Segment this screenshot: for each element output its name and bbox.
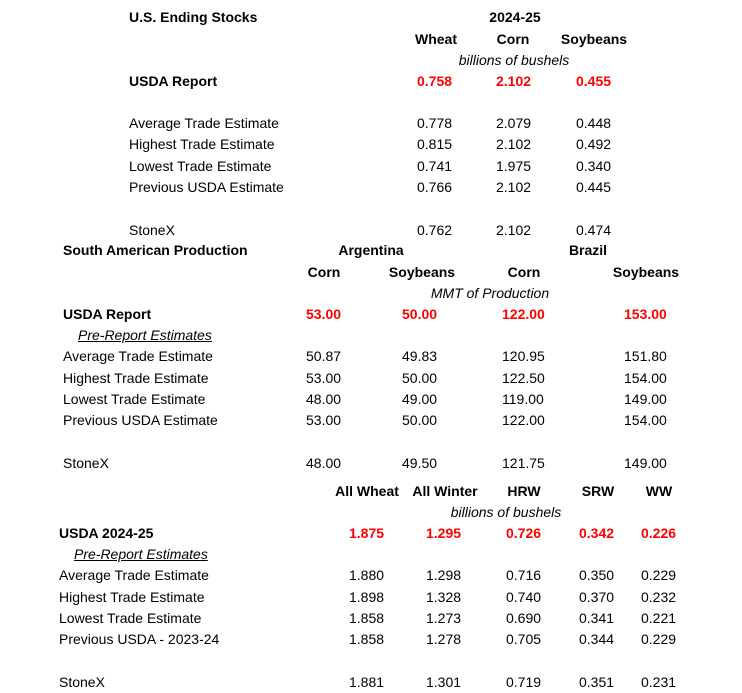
cell-value: 0.351	[579, 674, 615, 690]
cell-value: 0.778	[417, 115, 453, 131]
row-label: Lowest Trade Estimate	[59, 610, 202, 626]
cell-value: 0.716	[506, 567, 542, 583]
cell-value: 1.975	[496, 158, 532, 174]
col-corn: Corn	[496, 31, 530, 47]
cell-value: 0.758	[417, 73, 453, 89]
cell-value: 0.221	[641, 610, 677, 626]
cell-value: 0.226	[641, 525, 677, 541]
cell-value: 1.875	[349, 525, 385, 541]
cell-value: 1.858	[349, 610, 385, 626]
cell-value: 121.75	[502, 455, 545, 471]
cell-value: 0.474	[576, 222, 612, 238]
ending-stocks-unit: billions of bushels	[458, 52, 570, 68]
col-hrw: HRW	[507, 483, 541, 499]
cell-value: 0.341	[579, 610, 615, 626]
cell-value: 149.00	[624, 455, 667, 471]
row-label: Previous USDA Estimate	[129, 179, 284, 195]
cell-value: 0.232	[641, 589, 677, 605]
row-label: Highest Trade Estimate	[63, 370, 209, 386]
cell-value: 2.102	[496, 179, 532, 195]
row-label: USDA 2024-25	[59, 525, 154, 541]
cell-value: 0.448	[576, 115, 612, 131]
cell-value: 50.00	[402, 370, 438, 386]
cell-value: 149.00	[624, 391, 667, 407]
row-label: Average Trade Estimate	[129, 115, 279, 131]
cell-value: 119.00	[502, 391, 544, 407]
col-ww: WW	[645, 483, 673, 499]
cell-value: 53.00	[306, 306, 342, 322]
pre-report-label: Pre-Report Estimates	[74, 546, 208, 562]
cell-value: 0.766	[417, 179, 453, 195]
row-label: Previous USDA - 2023-24	[59, 631, 220, 647]
cell-value: 1.278	[426, 631, 462, 647]
cell-value: 0.726	[506, 525, 542, 541]
cell-value: 0.719	[506, 674, 542, 690]
cell-value: 151.80	[624, 348, 667, 364]
col-corn: Corn	[307, 264, 341, 280]
country-argentina: Argentina	[338, 242, 404, 258]
row-label: Highest Trade Estimate	[59, 589, 205, 605]
cell-value: 0.445	[576, 179, 612, 195]
south-america-title: South American Production	[63, 242, 248, 258]
col-soybeans: Soybeans	[560, 31, 628, 47]
cell-value: 53.00	[306, 412, 342, 428]
south-america-unit: MMT of Production	[430, 285, 550, 301]
cell-value: 1.298	[426, 567, 462, 583]
cell-value: 154.00	[624, 370, 667, 386]
cell-value: 154.00	[624, 412, 667, 428]
row-label: Lowest Trade Estimate	[63, 391, 206, 407]
cell-value: 2.102	[496, 73, 532, 89]
cell-value: 2.102	[496, 136, 532, 152]
col-corn: Corn	[507, 264, 541, 280]
cell-value: 1.880	[349, 567, 385, 583]
cell-value: 1.898	[349, 589, 385, 605]
ending-stocks-title: U.S. Ending Stocks	[129, 9, 258, 25]
wheat-unit: billions of bushels	[450, 504, 562, 520]
cell-value: 1.858	[349, 631, 385, 647]
cell-value: 0.740	[506, 589, 542, 605]
cell-value: 1.881	[349, 674, 385, 690]
col-wheat: Wheat	[415, 31, 457, 47]
cell-value: 0.231	[641, 674, 677, 690]
col-srw: SRW	[581, 483, 615, 499]
cell-value: 48.00	[306, 391, 342, 407]
cell-value: 48.00	[306, 455, 342, 471]
cell-value: 0.340	[576, 158, 612, 174]
row-label: StoneX	[63, 455, 109, 471]
col-soybeans: Soybeans	[612, 264, 680, 280]
cell-value: 1.328	[426, 589, 462, 605]
cell-value: 153.00	[624, 306, 667, 322]
cell-value: 1.295	[426, 525, 462, 541]
cell-value: 50.87	[306, 348, 342, 364]
cell-value: 49.83	[402, 348, 438, 364]
cell-value: 2.102	[496, 222, 532, 238]
cell-value: 0.350	[579, 567, 615, 583]
cell-value: 0.370	[579, 589, 615, 605]
row-label: Lowest Trade Estimate	[129, 158, 272, 174]
row-label: USDA Report	[129, 73, 218, 89]
cell-value: 0.342	[579, 525, 615, 541]
row-label: USDA Report	[63, 306, 152, 322]
cell-value: 0.690	[506, 610, 542, 626]
cell-value: 49.00	[402, 391, 438, 407]
row-label: Average Trade Estimate	[59, 567, 209, 583]
cell-value: 0.229	[641, 567, 677, 583]
cell-value: 0.344	[579, 631, 615, 647]
cell-value: 1.273	[426, 610, 462, 626]
country-brazil: Brazil	[568, 242, 608, 258]
cell-value: 50.00	[402, 306, 438, 322]
cell-value: 0.229	[641, 631, 677, 647]
cell-value: 122.00	[502, 412, 545, 428]
cell-value: 2.079	[496, 115, 532, 131]
col-soybeans: Soybeans	[388, 264, 456, 280]
cell-value: 0.492	[576, 136, 612, 152]
cell-value: 0.815	[417, 136, 453, 152]
cell-value: 122.50	[502, 370, 545, 386]
ending-stocks-year: 2024-25	[489, 9, 541, 25]
cell-value: 0.762	[417, 222, 453, 238]
cell-value: 1.301	[426, 674, 462, 690]
row-label: StoneX	[129, 222, 175, 238]
row-label: Highest Trade Estimate	[129, 136, 275, 152]
cell-value: 0.705	[506, 631, 542, 647]
cell-value: 120.95	[502, 348, 545, 364]
row-label: Average Trade Estimate	[63, 348, 213, 364]
cell-value: 53.00	[306, 370, 342, 386]
pre-report-label: Pre-Report Estimates	[78, 327, 212, 343]
col-all-winter: All Winter	[412, 483, 478, 499]
cell-value: 122.00	[502, 306, 545, 322]
row-label: Previous USDA Estimate	[63, 412, 218, 428]
cell-value: 0.455	[576, 73, 612, 89]
cell-value: 49.50	[402, 455, 438, 471]
col-all-wheat: All Wheat	[335, 483, 399, 499]
cell-value: 0.741	[417, 158, 453, 174]
cell-value: 50.00	[402, 412, 438, 428]
row-label: StoneX	[59, 674, 105, 690]
